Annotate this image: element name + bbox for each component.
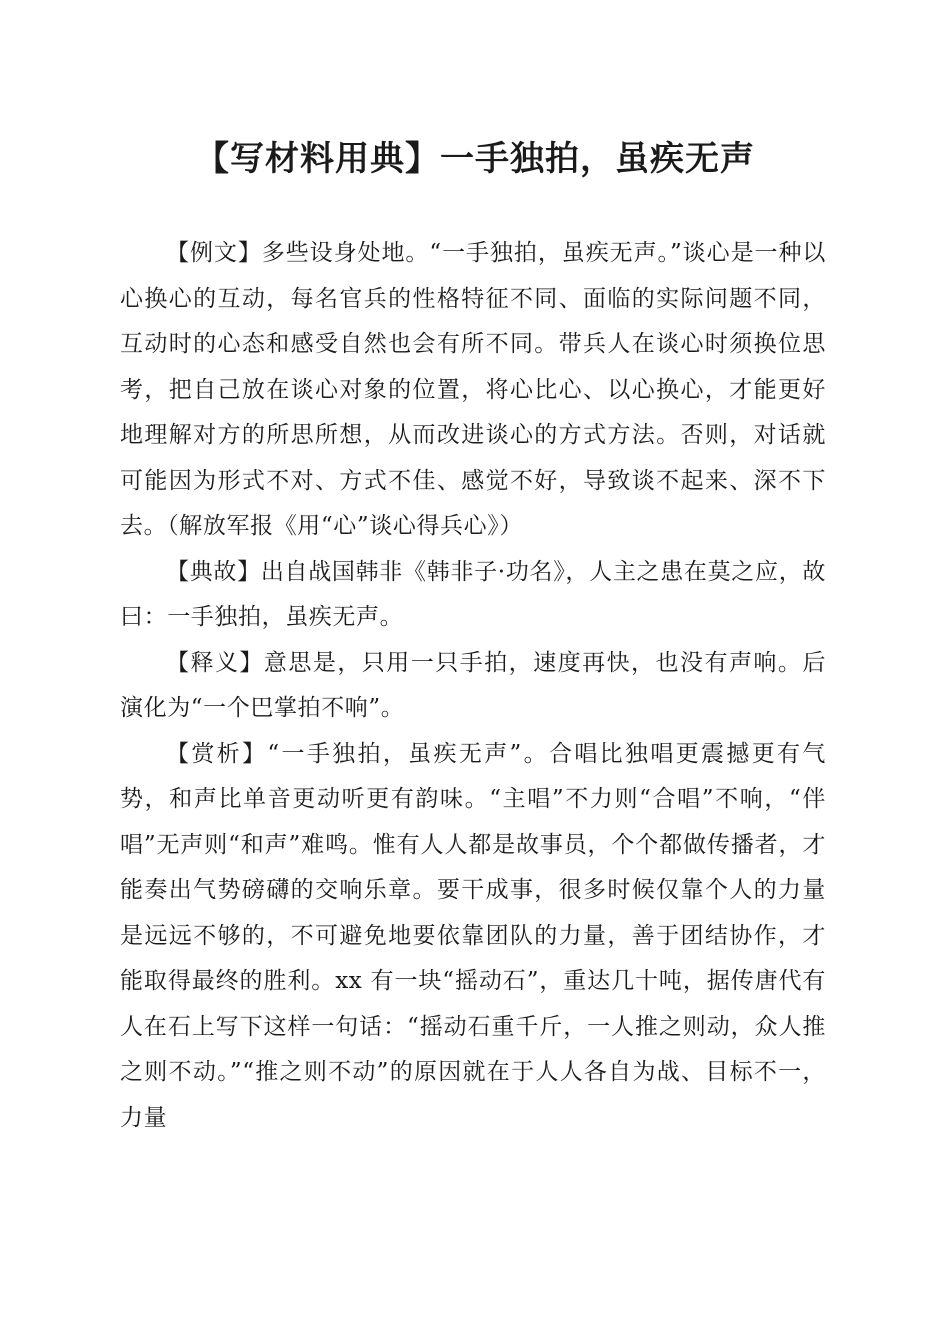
paragraph-label: 【赏析】 bbox=[166, 740, 268, 767]
document-title: 【写材料用典】一手独拍，虽疾无声 bbox=[195, 139, 755, 179]
document-body bbox=[120, 231, 826, 1141]
paragraph-label: 【释义】 bbox=[166, 649, 264, 676]
paragraph-explanation bbox=[120, 641, 826, 732]
paragraph-text: 出自战国韩非《韩非子·功名》，人主之患在莫之应，故曰：一手独拍，虽疾无声。 bbox=[120, 558, 827, 630]
paragraph-label: 【例文】 bbox=[166, 240, 262, 266]
paragraph-label: 【典故】 bbox=[166, 558, 261, 585]
paragraph-allusion bbox=[120, 550, 826, 641]
paragraph-text: “一手独拍，虽疾无声”。合唱比独唱更震撼更有气势，和声比单音更动听更有韵味。“主唱”不力则“合唱”不响，“伴唱”无声则“和声”难鸣。惟有人人都是故事员，个个都做传播者，才能奏出气势磅礴的交响乐章。要干成事，很多时候仅靠个人的力量是远远不够的，不可避免地要依靠团队的力量，善于团结协作，才能取得最终的胜利。xx 有一块“摇动石”，重达几十吨，据传唐代有人在石上写下这样一句话：“摇动石重千斤，一人推之则动，众人推之则不动。”“推之则不动”的原因就在于人人各自为战、目标不一，力量 bbox=[120, 740, 826, 1131]
paragraph-appreciation bbox=[120, 732, 826, 1142]
paragraph-text: 多些设身处地。“一手独拍，虽疾无声。”谈心是一种以心换心的互动，每名官兵的性格特征不同、面临的实际问题不同，互动时的心态和感受自然也会有所不同。带兵人在谈心时须换位思考，把自己放在谈心对象的位置，将心比心、以心换心，才能更好地理解对方的所思所想，从而改进谈心的方式方法。否则，对话就可能因为形式不对、方式不佳、感觉不好，导致谈不起来、深不下去。（解放军报《用“心”谈心得兵心》） bbox=[120, 240, 826, 539]
paragraph-text: 意思是，只用一只手拍，速度再快，也没有声响。后演化为“一个巴掌拍不响”。 bbox=[120, 649, 826, 721]
paragraph-example bbox=[120, 231, 826, 550]
